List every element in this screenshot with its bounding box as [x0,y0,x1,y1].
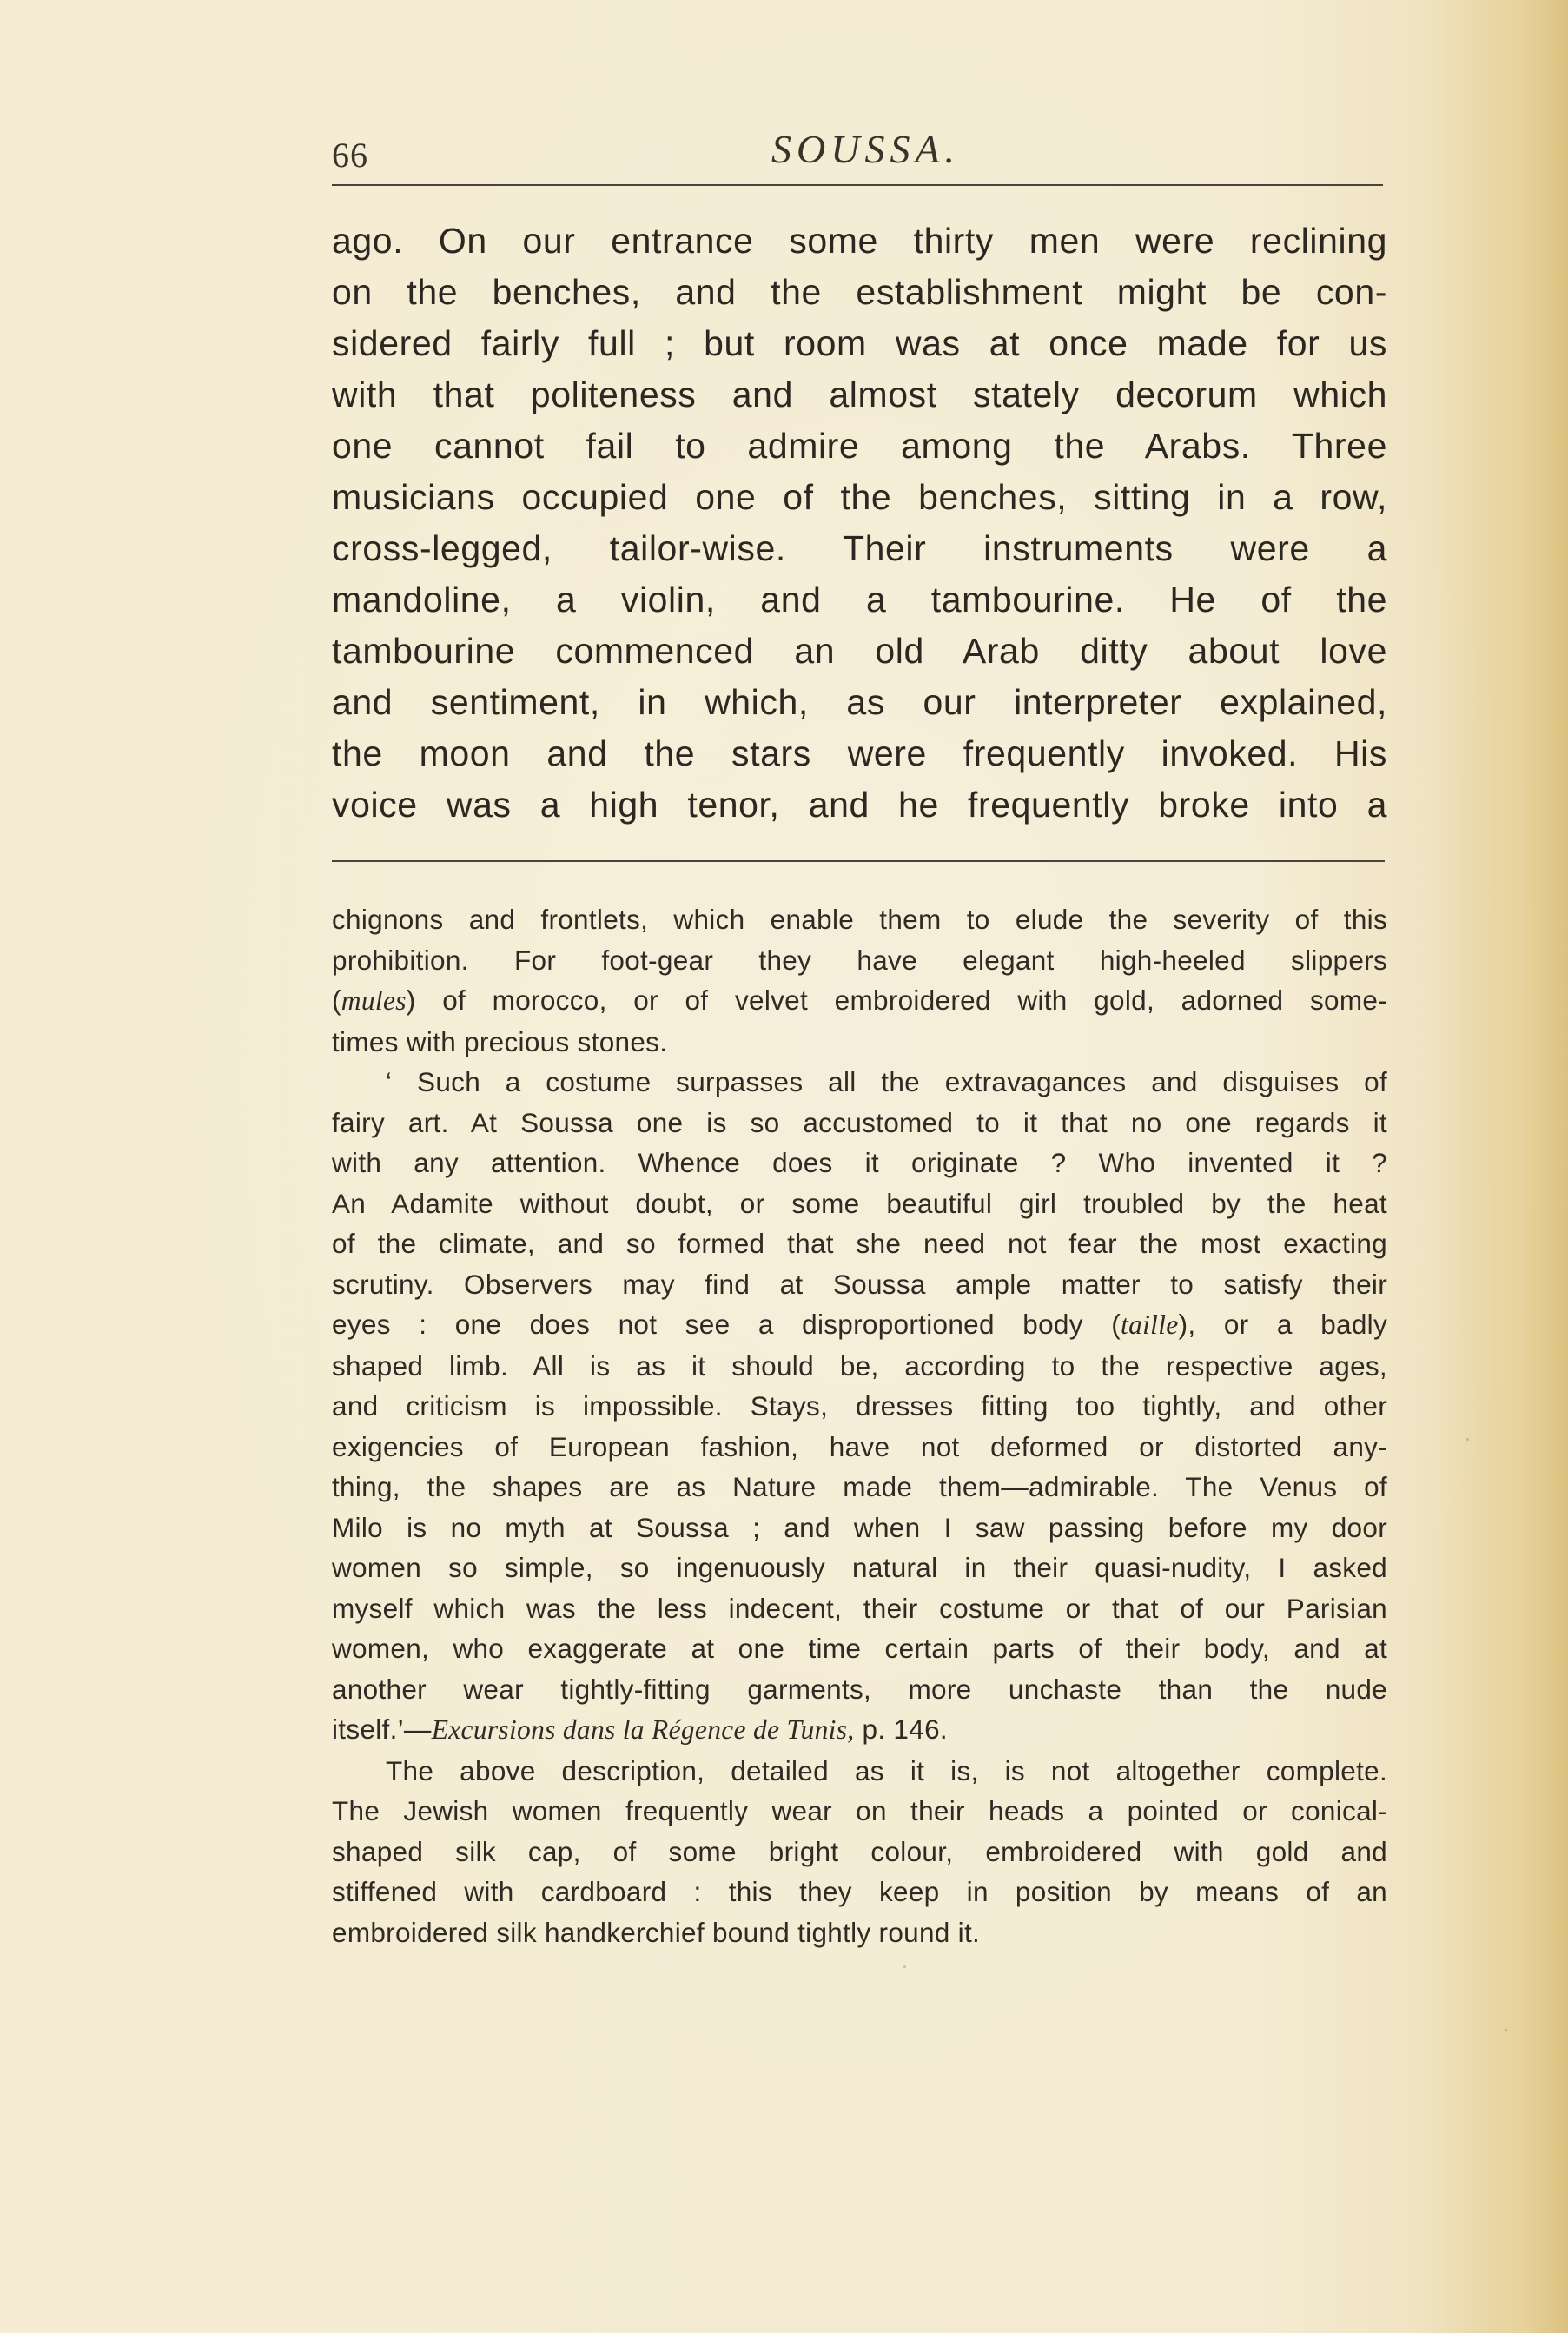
footnote-line [332,1304,1387,1346]
citation-title: Excursions dans la Régence de Tunis, [431,1714,855,1745]
footnote-line: shaped limb. All is as it should be, according to the respective ages, [332,1349,1387,1382]
footnote-line: thing, the shapes are as Nature made them—admirable. The Venus of [332,1471,1387,1502]
footnote-line: Milo is no myth at Soussa ; and when I saw passing before my door [332,1511,1387,1543]
footnote-line: and criticism is impossible. Stays, dresses fitting too tightly, and other [332,1390,1387,1422]
footnote-line: scrutiny. Observers may find at Soussa ample matter to satisfy their [332,1268,1387,1300]
footnote-line: shaped silk cap, of some bright colour, embroidered with gold and [332,1835,1387,1867]
footnote-text: ) of morocco, or of velvet embroidered with gold, adorned some- [406,984,1387,1016]
footnote-text: ( [332,984,341,1016]
footnote-line: women, who exaggerate at one time certain parts of their body, and at [332,1633,1387,1664]
footnote-line: embroidered silk handkerchief bound tightly round it. [332,1916,981,1948]
main-text-line: tambourine commenced an old Arab ditty about love [332,631,1387,671]
running-title: SOUSSA. [771,127,961,171]
main-text-block [332,215,1387,831]
footnote-line [332,1709,1387,1751]
footnote-line: exigencies of European fashion, have not deformed or distorted any- [332,1430,1387,1462]
main-text-line: the moon and the stars were frequently invoked. His [332,733,1387,773]
header-rule [332,184,1383,186]
footnote-block [332,899,1387,1952]
main-text-line: musicians occupied one of the benches, sitting in a row, [332,477,1387,517]
footnote-text: ), or a badly [1178,1309,1388,1340]
main-text-line: one cannot fail to admire among the Arabs. Three [332,426,1387,466]
footnote-line: times with precious stones. [332,1025,668,1057]
page-edge-shading [1420,0,1568,2333]
main-text-line: cross-legged, tailor-wise. Their instruments were a [332,528,1387,568]
paper-speck [1466,1438,1469,1441]
main-text-line: voice was a high tenor, and he frequently broke into a [332,785,1387,825]
footnote-text: itself.’— [332,1713,432,1745]
footnote-line: The above description, detailed as it is, is not altogether complete. [386,1754,1387,1786]
paper-speck [903,1965,906,1968]
footnote-line: with any attention. Whence does it originate ? Who invented it ? [332,1147,1387,1178]
main-text-line: with that politeness and almost stately decorum which [332,374,1387,414]
footnote-paragraph [332,1751,1387,1953]
footnote-line: stiffened with cardboard : this they keep in position by means of an [332,1876,1387,1907]
footnote-line: fairy art. At Soussa one is so accustomed to it that no one regards it [332,1106,1387,1138]
main-text-line: and sentiment, in which, as our interpreter explained, [332,682,1387,722]
main-text-line: on the benches, and the establishment might be con- [332,272,1387,312]
main-text-line: ago. On our entrance some thirty men were reclining [332,221,1387,261]
footnote-line: myself which was the less indecent, their costume or that of our Parisian [332,1592,1387,1624]
footnote-line: women so simple, so ingenuously natural in their quasi-nudity, I asked [332,1552,1387,1583]
footnote-line: The Jewish women frequently wear on their heads a pointed or conical- [332,1795,1387,1826]
footnote-line: An Adamite without doubt, or some beautiful girl troubled by the heat [332,1187,1387,1219]
footnote-line: of the climate, and so formed that she need not fear the most exacting [332,1228,1387,1259]
footnote-text: p. 146. [854,1713,948,1745]
footnote-line: prohibition. For foot-gear they have elegant high-heeled slippers [332,944,1387,976]
main-text-line: sidered fairly full ; but room was at once made for us [332,323,1387,363]
footnote-line: chignons and frontlets, which enable them to elude the severity of this [332,904,1387,935]
paper-speck [1505,2029,1507,2031]
main-text-line: mandoline, a violin, and a tambourine. He of the [332,580,1387,620]
footnote-line: ‘ Such a costume surpasses all the extravagances and disguises of [386,1066,1387,1097]
footnote-paragraph [332,1062,1387,1751]
italic-term: taille [1121,1309,1179,1340]
footnote-rule [332,860,1385,862]
footnote-text: eyes : one does not see a disproportioned body ( [332,1309,1121,1340]
page-number: 66 [332,136,368,175]
footnote-line [332,980,1387,1022]
footnote-line: another wear tightly-fitting garments, more unchaste than the nude [332,1673,1387,1705]
footnote-paragraph [332,899,1387,1062]
italic-term: mules [341,985,407,1016]
